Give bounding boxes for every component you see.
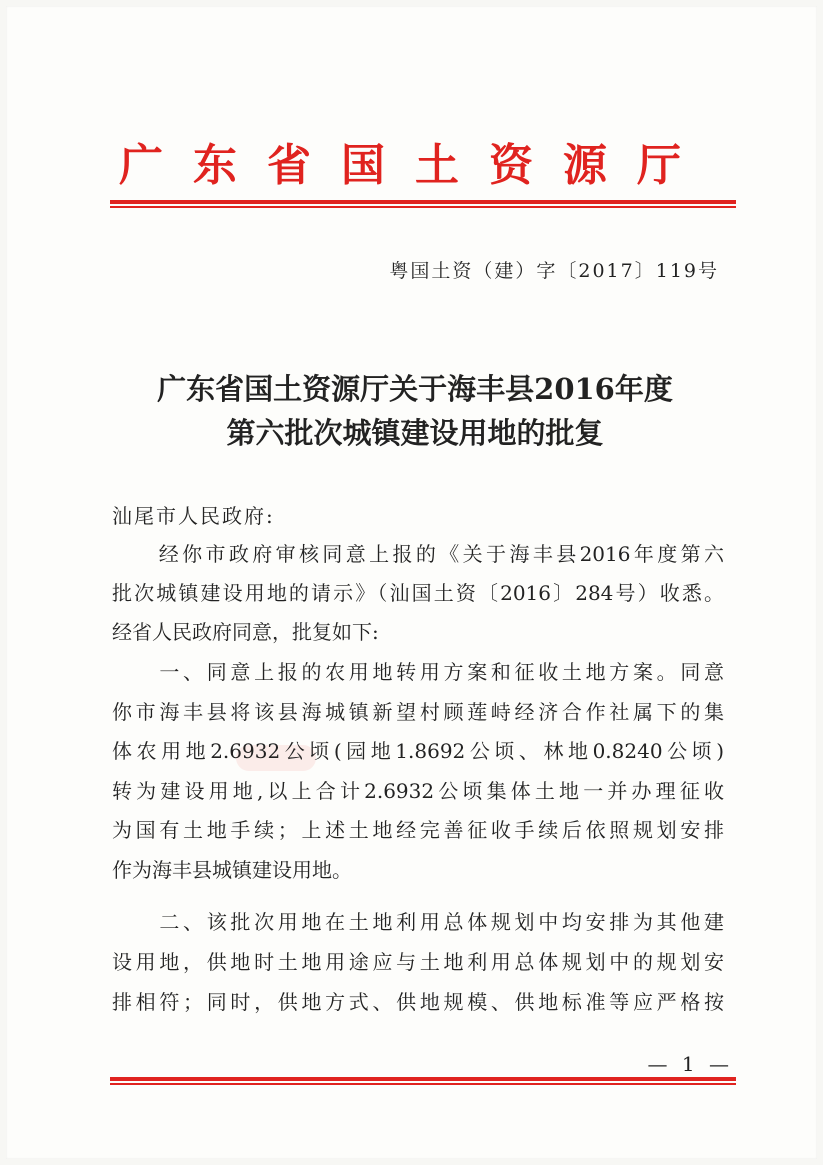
body-line: 经你市政府审核同意上报的《关于海丰县2016年度第六 bbox=[112, 542, 724, 566]
letterhead-red-rule-thin bbox=[110, 206, 736, 208]
body-line: 体农用地2.6932公顷(园地1.8692公顷、林地0.8240公顷) bbox=[112, 739, 724, 763]
body-line: 设用地，供地时土地用途应与土地利用总体规划中的规划安 bbox=[112, 950, 724, 974]
body-line: 二、该批次用地在土地利用总体规划中均安排为其他建 bbox=[112, 910, 724, 934]
footer-red-rule bbox=[110, 1077, 736, 1081]
letterhead-red-rule bbox=[110, 200, 736, 204]
letterhead-title: 广东省国土资源厅 bbox=[119, 140, 711, 191]
body-line: 排相符；同时，供地方式、供地规模、供地标准等应严格按 bbox=[112, 990, 724, 1014]
body-line: 作为海丰县城镇建设用地。 bbox=[112, 858, 352, 882]
salutation: 汕尾市人民政府: bbox=[112, 504, 275, 528]
body-line: 转为建设用地,以上合计2.6932公顷集体土地一并办理征收 bbox=[112, 779, 724, 803]
body-line: 为国有土地手续；上述土地经完善征收手续后依照规划安排 bbox=[112, 818, 724, 842]
body-line: 批次城镇建设用地的请示》（汕国土资〔2016〕284号）收悉。 bbox=[112, 581, 724, 605]
body-line: 一、同意上报的农用地转用方案和征收土地方案。同意 bbox=[112, 660, 724, 684]
footer-red-rule-thin bbox=[110, 1083, 736, 1085]
page-number: — 1 — bbox=[647, 1052, 733, 1076]
document-title-line-1: 广东省国土资源厅关于海丰县2016年度 bbox=[157, 372, 673, 406]
body-line: 经省人民政府同意，批复如下: bbox=[112, 620, 379, 644]
document-number: 粤国土资（建）字〔2017〕119号 bbox=[389, 260, 719, 282]
document-title-line-2: 第六批次城镇建设用地的批复 bbox=[226, 416, 604, 450]
body-line: 你市海丰县将该县海城镇新望村顾莲峙经济合作社属下的集 bbox=[112, 700, 724, 724]
